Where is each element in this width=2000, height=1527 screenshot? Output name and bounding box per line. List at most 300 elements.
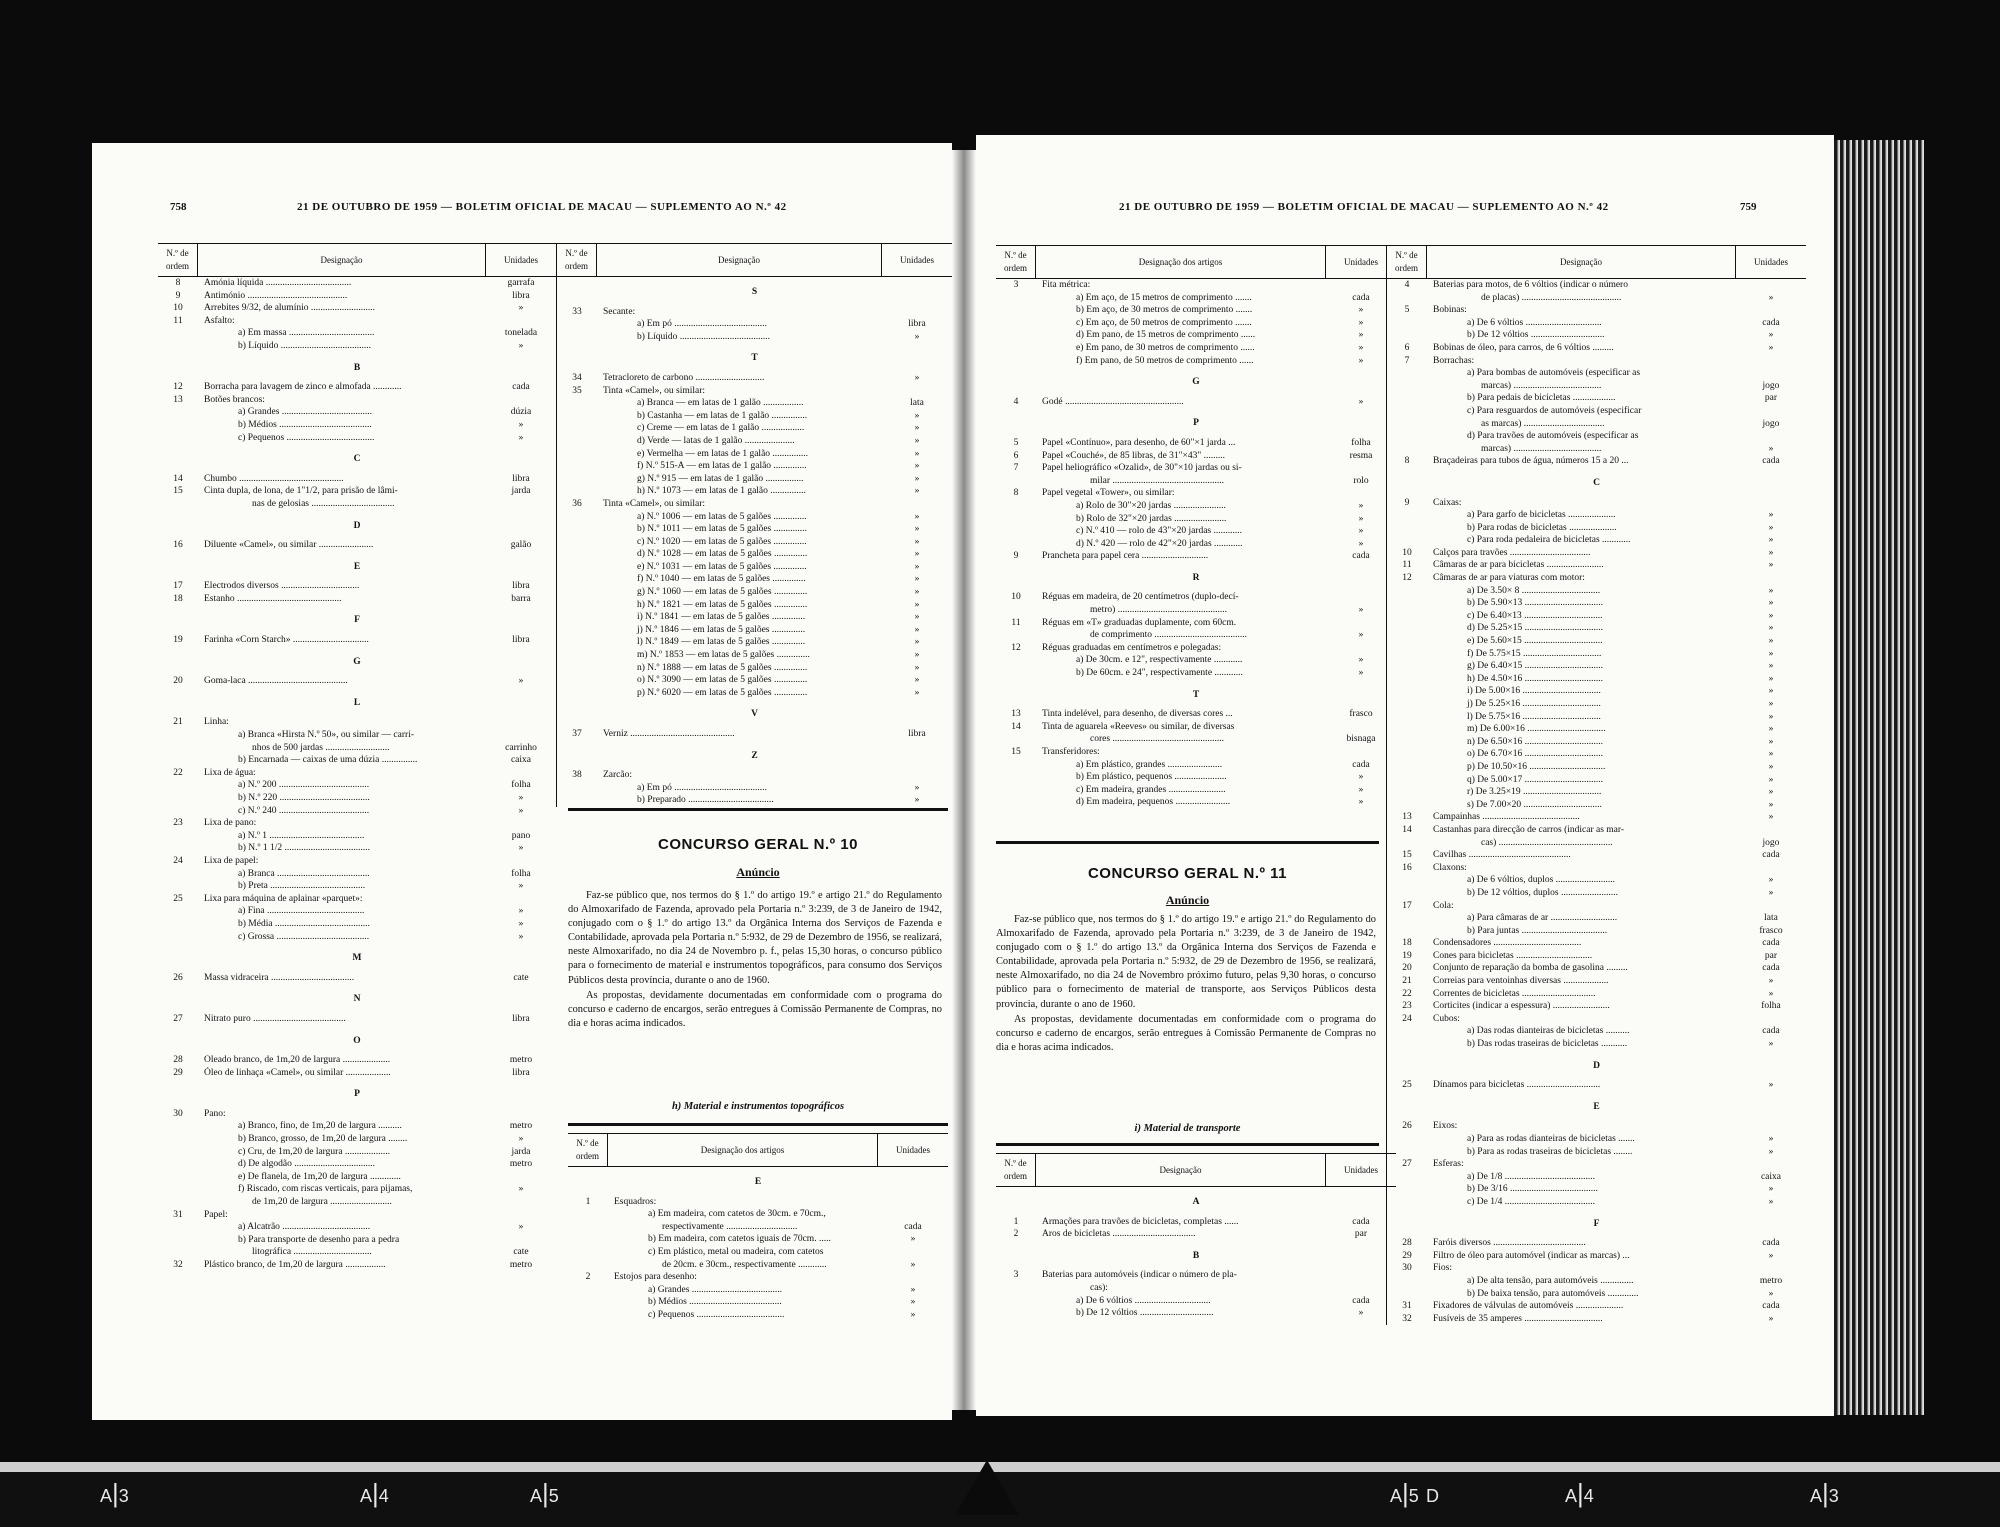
designation: a) De alta tensão, para automóveis .............. (1467, 1275, 1634, 1286)
unit: » (1768, 711, 1774, 722)
designation: Esferas: (1433, 1159, 1464, 1170)
designation: b) Das rodas traseiras de bicicletas ........... (1467, 1039, 1628, 1050)
table-row (158, 634, 556, 647)
table-row (557, 769, 952, 782)
book-page-edges (1834, 140, 1924, 1415)
order-number (1387, 585, 1427, 598)
designation: a) Em plástico, grandes ....................... (1076, 759, 1223, 770)
order-number (996, 513, 1036, 526)
unit (1736, 355, 1806, 368)
table-row (568, 1221, 948, 1234)
table-row (1387, 585, 1806, 598)
order-number: 1 (1013, 1216, 1019, 1227)
unit: » (1768, 787, 1774, 798)
table-row (557, 397, 952, 410)
designation: i) N.º 1841 — em latas de 5 galões .............. (637, 612, 806, 623)
designation: Calços para travões .................................. (1433, 547, 1591, 558)
unit: » (1358, 797, 1364, 808)
unit: » (518, 906, 524, 917)
unit (486, 855, 556, 868)
designation: Lixa para máquina de aplainar «parquet»: (204, 893, 363, 904)
designation: a) N.º 200 ...................................... (238, 780, 370, 791)
unit: » (518, 1134, 524, 1145)
designation: e) N.º 1031 — em latas de 5 galões .............. (637, 561, 807, 572)
unit: carrinho (505, 742, 537, 753)
unit: dúzia (510, 407, 532, 418)
designation: Godé .................................................. (1042, 396, 1184, 407)
unit (486, 1196, 556, 1209)
unit: » (1768, 673, 1774, 684)
unit: » (518, 931, 524, 942)
right-column-2 (1386, 245, 1806, 1325)
header-des: Designação dos artigos (1036, 246, 1326, 278)
designation: Secante: (603, 306, 636, 317)
unit: » (1768, 1250, 1774, 1261)
designation: respectivamente .............................. (662, 1221, 798, 1232)
unit: » (1358, 342, 1364, 353)
table-row (996, 746, 1396, 759)
table-row (557, 624, 952, 637)
order-number: 13 (1402, 812, 1412, 823)
order-number (1387, 622, 1427, 635)
designation: a) De 6 vóltios ................................ (1467, 317, 1602, 328)
order-number: 31 (1402, 1301, 1412, 1312)
order-number (1387, 774, 1427, 787)
designation: a) Para as rodas dianteiras de bicicletas ....... (1467, 1134, 1635, 1144)
table-row (996, 1216, 1396, 1229)
table-row (557, 794, 952, 807)
table-row (158, 1120, 556, 1133)
table-row (996, 617, 1396, 630)
order-number: 37 (572, 729, 582, 739)
designation: a) De 3.50× 8 ................................. (1467, 585, 1601, 596)
table-row (1387, 736, 1806, 749)
table-row (568, 1246, 948, 1259)
order-number (1387, 837, 1427, 850)
table-row (1387, 355, 1806, 368)
designation: a) N.º 1006 — em latas de 5 galões .............. (637, 511, 807, 522)
order-number (1387, 874, 1427, 887)
designation: cas): (1090, 1282, 1108, 1293)
order-number: 11 (173, 315, 183, 326)
table-row (1387, 1250, 1806, 1263)
designation: Réguas graduadas em centímetros e polegadas: (1042, 642, 1222, 653)
designation: litográfica ................................. (252, 1247, 372, 1258)
designation: Massa vidraceira ................................... (204, 972, 355, 983)
order-number (996, 500, 1036, 513)
designation: Cones para bicicletas ................................ (1433, 950, 1593, 961)
table-row (1387, 1038, 1806, 1051)
designation: j) De 5.25×16 ................................. (1467, 699, 1601, 709)
order-number: 19 (1402, 950, 1412, 961)
designation: p) N.º 6020 — em latas de 5 galões .............. (637, 687, 808, 698)
table-row (158, 432, 556, 445)
letter-label: E (1593, 1101, 1600, 1112)
unit (1736, 572, 1806, 585)
unit: » (1358, 396, 1364, 407)
order-number: 20 (1402, 963, 1412, 974)
designation: c) Grossa ....................................... (238, 931, 370, 942)
table-row (996, 708, 1396, 721)
table-row (158, 1221, 556, 1234)
table-row (1387, 660, 1806, 673)
designation: g) De 6.40×15 ................................. (1467, 661, 1603, 672)
order-number (1387, 380, 1427, 393)
designation: Lixa de pano: (204, 818, 257, 829)
table-row (557, 460, 952, 473)
order-number: 4 (1013, 396, 1019, 407)
unit: cada (1352, 1216, 1370, 1227)
table-row (1387, 635, 1806, 648)
designation: b) De baixa tensão, para automóveis ............. (1467, 1288, 1639, 1299)
designation: b) Para juntas .................................... (1467, 925, 1608, 936)
header-des: Designação (597, 244, 882, 276)
designation: b) Preparado .................................... (637, 795, 774, 806)
designation: a) Em aço, de 15 metros de comprimento ....... (1076, 292, 1252, 303)
order-number: 36 (572, 498, 582, 509)
designation: b) Preta ........................................ (238, 881, 366, 892)
designation: a) Em pó ....................................... (637, 782, 767, 793)
order-number (568, 1221, 608, 1234)
table-row (557, 523, 952, 536)
table-row (158, 419, 556, 432)
table-row (557, 782, 952, 795)
order-number: 5 (1404, 305, 1410, 316)
unit: » (914, 549, 920, 560)
letter-heading (158, 1079, 556, 1108)
order-number: 22 (173, 767, 183, 778)
order-number: 30 (173, 1108, 183, 1119)
order-number: 11 (1011, 617, 1021, 628)
table-row (158, 1158, 556, 1171)
unit: » (914, 524, 920, 535)
unit: cada (1352, 759, 1370, 770)
table-row (1387, 1300, 1806, 1313)
designation: Papel heliográfico «Ozalid», de 30"×10 jardas ou si- (1042, 463, 1242, 474)
designation: Óleo de linhaça «Camel», ou similar ................... (204, 1067, 391, 1078)
unit: » (1768, 724, 1774, 735)
table-row (1387, 572, 1806, 585)
designation: e) Vermelha — em latas de 1 galão ............... (637, 448, 809, 459)
order-number: 30 (1402, 1263, 1412, 1274)
designation: a) De 30cm. e 12", respectivamente ............ (1076, 655, 1243, 666)
table-row (996, 550, 1396, 563)
unit: lata (910, 398, 924, 409)
unit: cada (904, 1221, 922, 1232)
designation: c) N.º 410 — rolo de 43"×20 jardas ............ (1076, 526, 1242, 537)
unit (878, 1208, 948, 1221)
designation: de placas) .......................................... (1481, 292, 1622, 303)
designation: cores ............................................... (1090, 734, 1225, 745)
letter-heading (158, 552, 556, 581)
table-row (158, 394, 556, 407)
header-num: N.º de ordem (996, 1154, 1036, 1186)
designation: de comprimento ....................................... (1090, 630, 1247, 641)
unit: caixa (1760, 1171, 1782, 1182)
header-num: N.º de ordem (1387, 246, 1427, 278)
unit: » (914, 435, 920, 446)
table-row (996, 771, 1396, 784)
unit: » (914, 486, 920, 497)
letter-label: T (1192, 689, 1200, 700)
letter-label: P (1193, 418, 1199, 429)
frame-mark: A|5 (530, 1478, 559, 1508)
order-number: 1 (585, 1196, 591, 1207)
unit: libra (512, 1067, 530, 1078)
table-row (557, 649, 952, 662)
order-number (158, 432, 198, 445)
order-number (557, 318, 597, 331)
letter-label: E (353, 561, 361, 572)
order-number: 7 (1404, 355, 1410, 366)
unit (1736, 1262, 1806, 1275)
order-number (158, 419, 198, 432)
designation: Réguas em madeira, de 20 centímetros (duplo-decí- (1042, 592, 1239, 603)
unit: » (1768, 812, 1774, 823)
designation: d) De algodão .................................. (238, 1159, 375, 1170)
designation: Eixos: (1433, 1121, 1458, 1132)
table-row (158, 302, 556, 315)
unit: » (1358, 1308, 1364, 1319)
unit: » (1768, 799, 1774, 810)
table-row (158, 327, 556, 340)
designation: a) Grandes ...................................... (648, 1284, 783, 1295)
designation: a) Rolo de 30"×20 jardas ...................... (1076, 500, 1226, 511)
designation: f) N.º 515-A — em latas de 1 galão .............. (637, 461, 807, 472)
table-row (158, 1146, 556, 1159)
order-number: 25 (173, 893, 183, 904)
letter-label: A (1192, 1197, 1200, 1207)
table-row (158, 972, 556, 985)
unit: » (914, 782, 920, 793)
order-number (996, 292, 1036, 305)
table-row (1387, 849, 1806, 862)
table-row (1387, 1196, 1806, 1209)
running-head: 21 DE OUTUBRO DE 1959 — BOLETIM OFICIAL DE MACAU — SUPLEMENTO AO N.º 42 (1119, 201, 1609, 213)
designation: Papel vegetal «Tower», ou similar: (1042, 488, 1175, 499)
frame-mark: A|3 (100, 1478, 129, 1508)
table-row (158, 779, 556, 792)
table-row (996, 538, 1396, 551)
unit (486, 729, 556, 742)
table-row (1387, 862, 1806, 875)
table-row (1387, 975, 1806, 988)
table-row (996, 1282, 1396, 1295)
order-number (158, 754, 198, 767)
order-number: 9 (175, 290, 181, 301)
table-row (158, 498, 556, 511)
designation: b) Castanha — em latas de 1 galão ............... (637, 410, 808, 421)
unit: » (1768, 699, 1774, 709)
designation: marcas) ..................................... (1481, 443, 1602, 454)
designation: d) Verde — latas de 1 galão ..................... (637, 435, 795, 446)
unit (486, 498, 556, 511)
table-row (568, 1259, 948, 1272)
designation: Caixas: (1433, 497, 1462, 508)
table-row (1387, 811, 1806, 824)
letter-heading (568, 1167, 948, 1196)
designation: a) N.º 1 ........................................ (238, 830, 365, 841)
table-row (158, 1133, 556, 1146)
order-number (1387, 534, 1427, 547)
order-number (1387, 522, 1427, 535)
header-num: N.º de ordem (568, 1134, 608, 1166)
item-list (996, 279, 1396, 809)
designation: Oleado branco, de 1m,20 de largura .................... (204, 1055, 391, 1066)
order-number (996, 759, 1036, 772)
designation: b) Para pedais de bicicletas .................. (1467, 393, 1616, 404)
unit: cada (1762, 1238, 1780, 1249)
designation: r) De 3.25×19 ................................. (1467, 787, 1602, 798)
letter-heading (158, 943, 556, 972)
table-row (1387, 279, 1806, 292)
order-number: 21 (173, 717, 183, 728)
order-number (557, 485, 597, 498)
designation: Cinta dupla, de lona, de 1"1/2, para prisão de lâmi- (204, 486, 398, 497)
letter-heading (158, 984, 556, 1013)
table-row (158, 830, 556, 843)
designation: b) N.º 1 1/2 .................................... (238, 843, 370, 854)
item-list (1387, 279, 1806, 1325)
unit: » (1768, 610, 1774, 621)
unit (882, 498, 952, 511)
table-row (158, 1108, 556, 1121)
letter-label: D (1593, 1060, 1600, 1071)
table-row (158, 277, 556, 290)
unit: » (914, 448, 920, 459)
section-rule (568, 1123, 948, 1126)
designation: b) Para transporte de desenho para a pedra (238, 1234, 400, 1245)
table-row (996, 591, 1396, 604)
unit: » (914, 511, 920, 522)
unit (486, 1234, 556, 1247)
order-number (158, 1158, 198, 1171)
order-number (158, 1171, 198, 1184)
unit (486, 1171, 556, 1184)
order-number (1387, 317, 1427, 330)
unit: » (518, 793, 524, 803)
order-number (1387, 430, 1427, 443)
order-number (1387, 925, 1427, 938)
order-number: 24 (1402, 1013, 1412, 1024)
designation: h) N.º 1821 — em latas de 5 galões .............. (637, 599, 808, 610)
order-number: 10 (1402, 547, 1412, 558)
designation: Baterias para automóveis (indicar o número de pla- (1042, 1270, 1237, 1281)
table-row (158, 868, 556, 881)
order-number (1387, 736, 1427, 749)
unit (1736, 279, 1806, 292)
unit: libra (512, 290, 530, 301)
table-header (568, 1133, 948, 1167)
unit: jogo (1762, 418, 1780, 429)
designation: s) De 7.00×20 ................................. (1467, 799, 1602, 810)
anuncio-heading: Anúncio (736, 865, 780, 879)
table-row (158, 1183, 556, 1196)
frame-mark: A|4 (360, 1478, 389, 1508)
order-number (158, 1196, 198, 1209)
letter-label: C (353, 454, 361, 465)
table-row (1387, 1237, 1806, 1250)
designation: Cavilhas ........................................... (1433, 850, 1571, 861)
unit: » (910, 1259, 916, 1270)
header-des: Designação (198, 244, 486, 276)
order-number (557, 649, 597, 662)
unit: » (914, 331, 920, 342)
table-row (1387, 392, 1806, 405)
unit: folha (511, 780, 531, 791)
order-number (1387, 1171, 1427, 1184)
table-row (158, 918, 556, 931)
order-number (557, 662, 597, 675)
header-des: Designação (1036, 1154, 1326, 1186)
designation: marcas) ..................................... (1481, 380, 1602, 391)
designation: milar ............................................... (1090, 475, 1225, 486)
designation: b) De 3/16 ..................................... (1467, 1184, 1598, 1195)
table-row (1387, 418, 1806, 431)
order-number: 17 (173, 581, 183, 592)
order-number: 14 (173, 473, 183, 484)
unit: libra (512, 1013, 530, 1024)
unit: jogo (1762, 837, 1780, 848)
order-number (557, 523, 597, 536)
table-row (158, 1246, 556, 1259)
order-number: 29 (173, 1067, 183, 1078)
order-number (1387, 1133, 1427, 1146)
order-number (1387, 597, 1427, 610)
order-number (158, 1221, 198, 1234)
table-row (158, 1209, 556, 1222)
order-number: 25 (1402, 1080, 1412, 1091)
unit: » (910, 1234, 916, 1245)
running-head: 21 DE OUTUBRO DE 1959 — BOLETIM OFICIAL DE MACAU — SUPLEMENTO AO N.º 42 (297, 201, 787, 213)
unit: caixa (510, 755, 532, 766)
designation: l) N.º 1849 — em latas de 5 galões .............. (637, 637, 806, 648)
letter-heading (158, 688, 556, 717)
order-number: 15 (1402, 850, 1412, 861)
order-number (1387, 1146, 1427, 1159)
order-number (568, 1284, 608, 1297)
unit: frasco (1759, 925, 1783, 936)
order-number (996, 654, 1036, 667)
letter-label: B (1192, 1250, 1200, 1261)
order-number (1387, 1038, 1427, 1051)
unit: » (1358, 305, 1364, 316)
header-uni: Unidades (504, 254, 538, 265)
table-row (996, 1269, 1396, 1282)
designation: c) Pequenos ..................................... (648, 1309, 785, 1320)
designation: n) De 6.50×16 ................................. (1467, 736, 1603, 747)
order-number (557, 536, 597, 549)
unit: » (914, 423, 920, 434)
letter-heading (557, 343, 952, 372)
unit: » (518, 432, 524, 443)
designation: o) De 6.70×16 ................................. (1467, 749, 1603, 760)
table-row (996, 487, 1396, 500)
table-row (1387, 912, 1806, 925)
table-row (1387, 1120, 1806, 1133)
letter-heading (1387, 1209, 1806, 1238)
unit: » (1768, 1039, 1774, 1050)
table-row (158, 805, 556, 818)
table-row (557, 306, 952, 319)
table-row (996, 500, 1396, 513)
order-number (996, 304, 1036, 317)
unit (1736, 405, 1806, 418)
designation: Castanhas para direcção de carros (indicar as mar- (1433, 824, 1625, 835)
table-row (158, 842, 556, 855)
paragraph: As propostas, devidamente documentadas em conformidade com o programa do concurso e caderno de encargos, serão entregues à Comissão Permanente de Compras no dia e horas acima indicados. (996, 1013, 1376, 1053)
table-row (996, 654, 1396, 667)
